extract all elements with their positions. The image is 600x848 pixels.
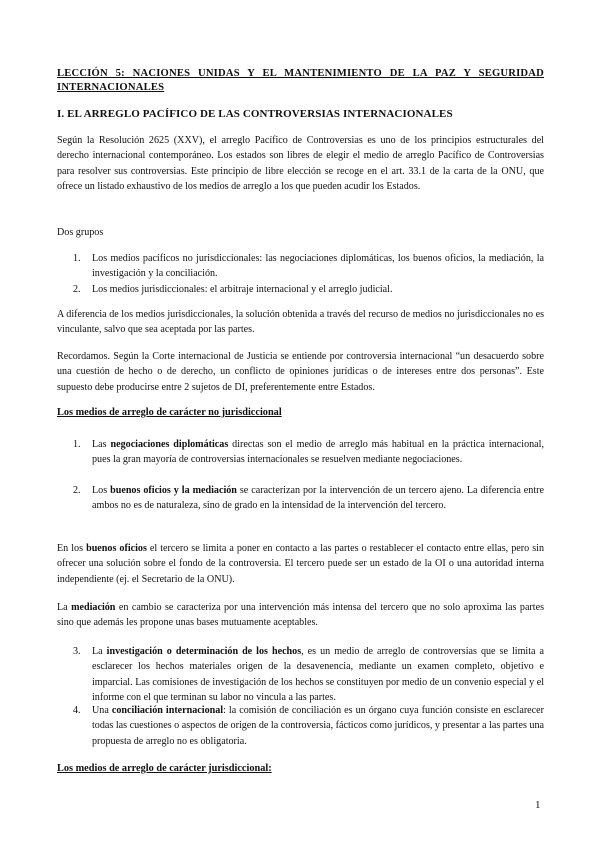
paragraph-controversia: Recordamos. Según la Corte internacional de Justicia se entiende por controversia internacional “un desacuerdo sobre una cuestión de hecho o de derecho, un conflicto de opiniones jurídicas o de intereses entre dos personas”. Este supuesto debe producirse entre 2 sujetos de DI, preferentemente entre Estados. bbox=[57, 351, 544, 393]
subheading-no-jurisdiccional: Los medios de arreglo de carácter no jurisdiccional bbox=[57, 407, 282, 418]
list-number: 2. bbox=[73, 284, 81, 295]
paragraph-mediacion: La mediación en cambio se caracteriza por una intervención más intensa del tercero que no solo aproxima las partes sino que además les propone unas bases mutuamente aceptables. bbox=[57, 602, 545, 629]
list-text: Los buenos oficios y la mediación se caracterizan por la intervención de un tercero ajeno. La diferencia entre ambos no es de naturaleza, sino de grado en la intensidad de la intervención del tercero. bbox=[92, 485, 544, 512]
section-heading: I. EL ARREGLO PACÍFICO DE LAS CONTROVERSIAS INTERNACIONALES bbox=[57, 108, 453, 120]
groups-label: Dos grupos bbox=[57, 227, 104, 238]
lesson-title: LECCIÓN 5: NACIONES UNIDAS Y EL MANTENIMIENTO DE LA PAZ Y SEGURIDAD INTERNACIONALES bbox=[57, 68, 544, 93]
page-number: 1 bbox=[535, 799, 541, 811]
paragraph-vinculante: A diferencia de los medios jurisdiccionales, la solución obtenida a través del recurso de medios no jurisdiccionales no es vinculante, salvo que sea aceptada por las partes. bbox=[57, 309, 544, 336]
list-text: Las negociaciones diplomáticas directas son el medio de arreglo más habitual en la práctica internacional, pues la gran mayoría de controversias internacionales se resuelven mediante negociaciones. bbox=[92, 439, 544, 466]
list-number: 4. bbox=[73, 705, 81, 716]
list-text: Una conciliación internacional: la comisión de conciliación es un órgano cuya función consiste en esclarecer todas las cuestiones o aspectos de origen de la controversia, fácticos como jurídicos, y presentar a las partes una propuesta de arreglo no es obligatoria. bbox=[92, 705, 544, 747]
list-number: 1. bbox=[73, 253, 81, 264]
list-number: 2. bbox=[73, 485, 81, 496]
list-text: Los medios pacíficos no jurisdiccionales: las negociaciones diplomáticas, los buenos oficios, la mediación, la investigación y la conciliación. bbox=[92, 253, 544, 280]
list-number: 3. bbox=[73, 646, 81, 657]
intro-paragraph: Según la Resolución 2625 (XXV), el arreglo Pacífico de Controversias es uno de los principios estructurales del derecho internacional contemporáneo. Los estados son libres de elegir el medio de arreglo Pacífico de Controversias para resolver sus controversias. Este principio de libre elección se recoge en el art. 33.1 de la carta de la ONU, que ofrece un listado exhaustivo de los medios de arreglo a los que pueden acudir los Estados. bbox=[57, 135, 544, 193]
subheading-jurisdiccional: Los medios de arreglo de carácter jurisdiccional: bbox=[57, 763, 272, 774]
paragraph-buenos-oficios: En los buenos oficios el tercero se limita a poner en contacto a las partes o restablecer el contacto entre ellas, pero sin ofrecer una solución sobre el fondo de la controversia. El tercero puede ser un estado de la OI o una autoridad interna independiente (ej. el Secretario de la ONU). bbox=[57, 543, 544, 585]
list-text: La investigación o determinación de los hechos, es un medio de arreglo de controversias que se limita a esclarecer los hechos materiales origen de la desavenencia, mediante un examen completo, objetivo e imparcial. Las comisiones de investigación de los hechos se constituyen por medio de un convenio especial y el informe con el que terminan su labor no vincula a las partes. bbox=[92, 646, 545, 704]
list-text: Los medios jurisdiccionales: el arbitraje internacional y el arreglo judicial. bbox=[92, 284, 393, 295]
list-number: 1. bbox=[73, 439, 81, 450]
